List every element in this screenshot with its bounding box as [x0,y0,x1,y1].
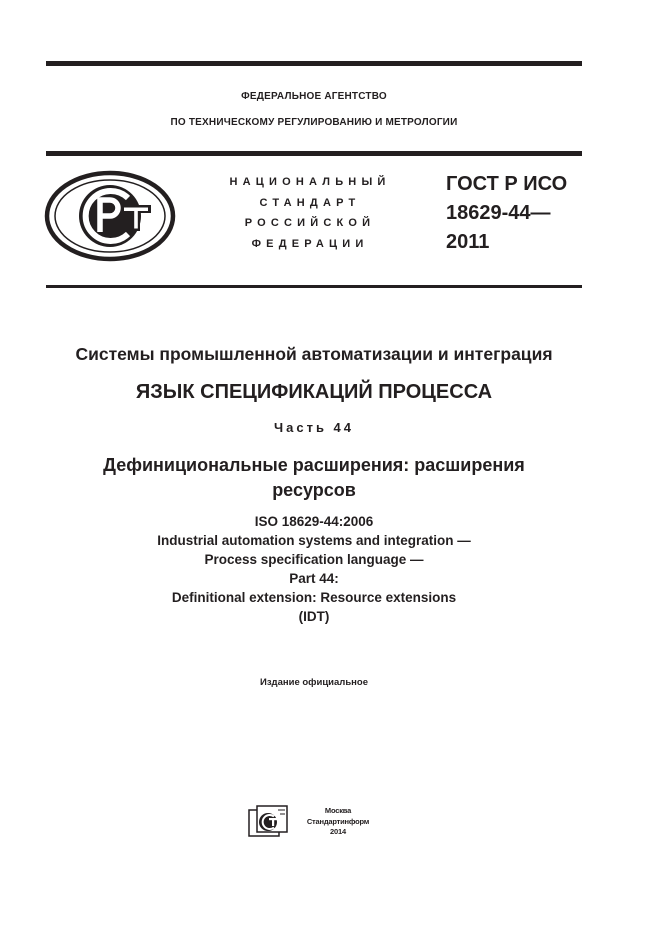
part-label: Часть 44 [273,420,355,435]
standartinform-logo-icon [248,805,288,837]
publisher-name: Стандартинформ [306,816,370,826]
designation-line: ГОСТ Р ИСО [446,173,568,195]
iso-line: Part 44: [289,571,339,586]
national-standard-line: ФЕДЕРАЦИИ [251,237,369,250]
standard-designation [446,170,567,257]
publisher-year: 2014 [330,827,346,836]
designation-line: 18629-44— [446,202,551,224]
iso-reference [40,512,588,626]
agency-line-2: ПО ТЕХНИЧЕСКОМУ РЕГУЛИРОВАНИЮ И МЕТРОЛОГИИ [170,117,458,128]
subtitle-line: Дефинициональные расширения: расширения [103,455,525,475]
publisher-imprint [292,806,384,838]
iso-line: Process specification language — [204,552,424,567]
agency-line-1: ФЕДЕРАЛЬНОЕ АГЕНТСТВО [241,91,387,102]
header-bottom-rule [46,285,582,288]
designation-line: 2011 [446,231,490,253]
official-edition-label: Издание официальное [260,677,368,688]
subtitle-line: ресурсов [272,480,356,500]
iso-line: ISO 18629-44:2006 [254,514,374,529]
iso-line: Definitional extension: Resource extensions [171,590,457,605]
iso-line: Industrial automation systems and integration — [157,533,471,548]
document-main-title: ЯЗЫК СПЕЦИФИКАЦИЙ ПРОЦЕССА [135,381,493,403]
national-standard-label [200,172,420,254]
publisher-city: Москва [324,806,352,815]
header-rule [46,151,582,156]
national-standard-line: СТАНДАРТ [259,196,361,209]
national-standard-line: НАЦИОНАЛЬНЫЙ [229,176,391,188]
gost-r-emblem-icon [44,170,176,262]
document-title: Системы промышленной автоматизации и интеграция [75,344,553,364]
national-standard-line: РОССИЙСКОЙ [244,217,376,229]
top-rule [46,61,582,66]
iso-line: (IDT) [298,609,330,624]
document-subtitle [40,453,588,503]
